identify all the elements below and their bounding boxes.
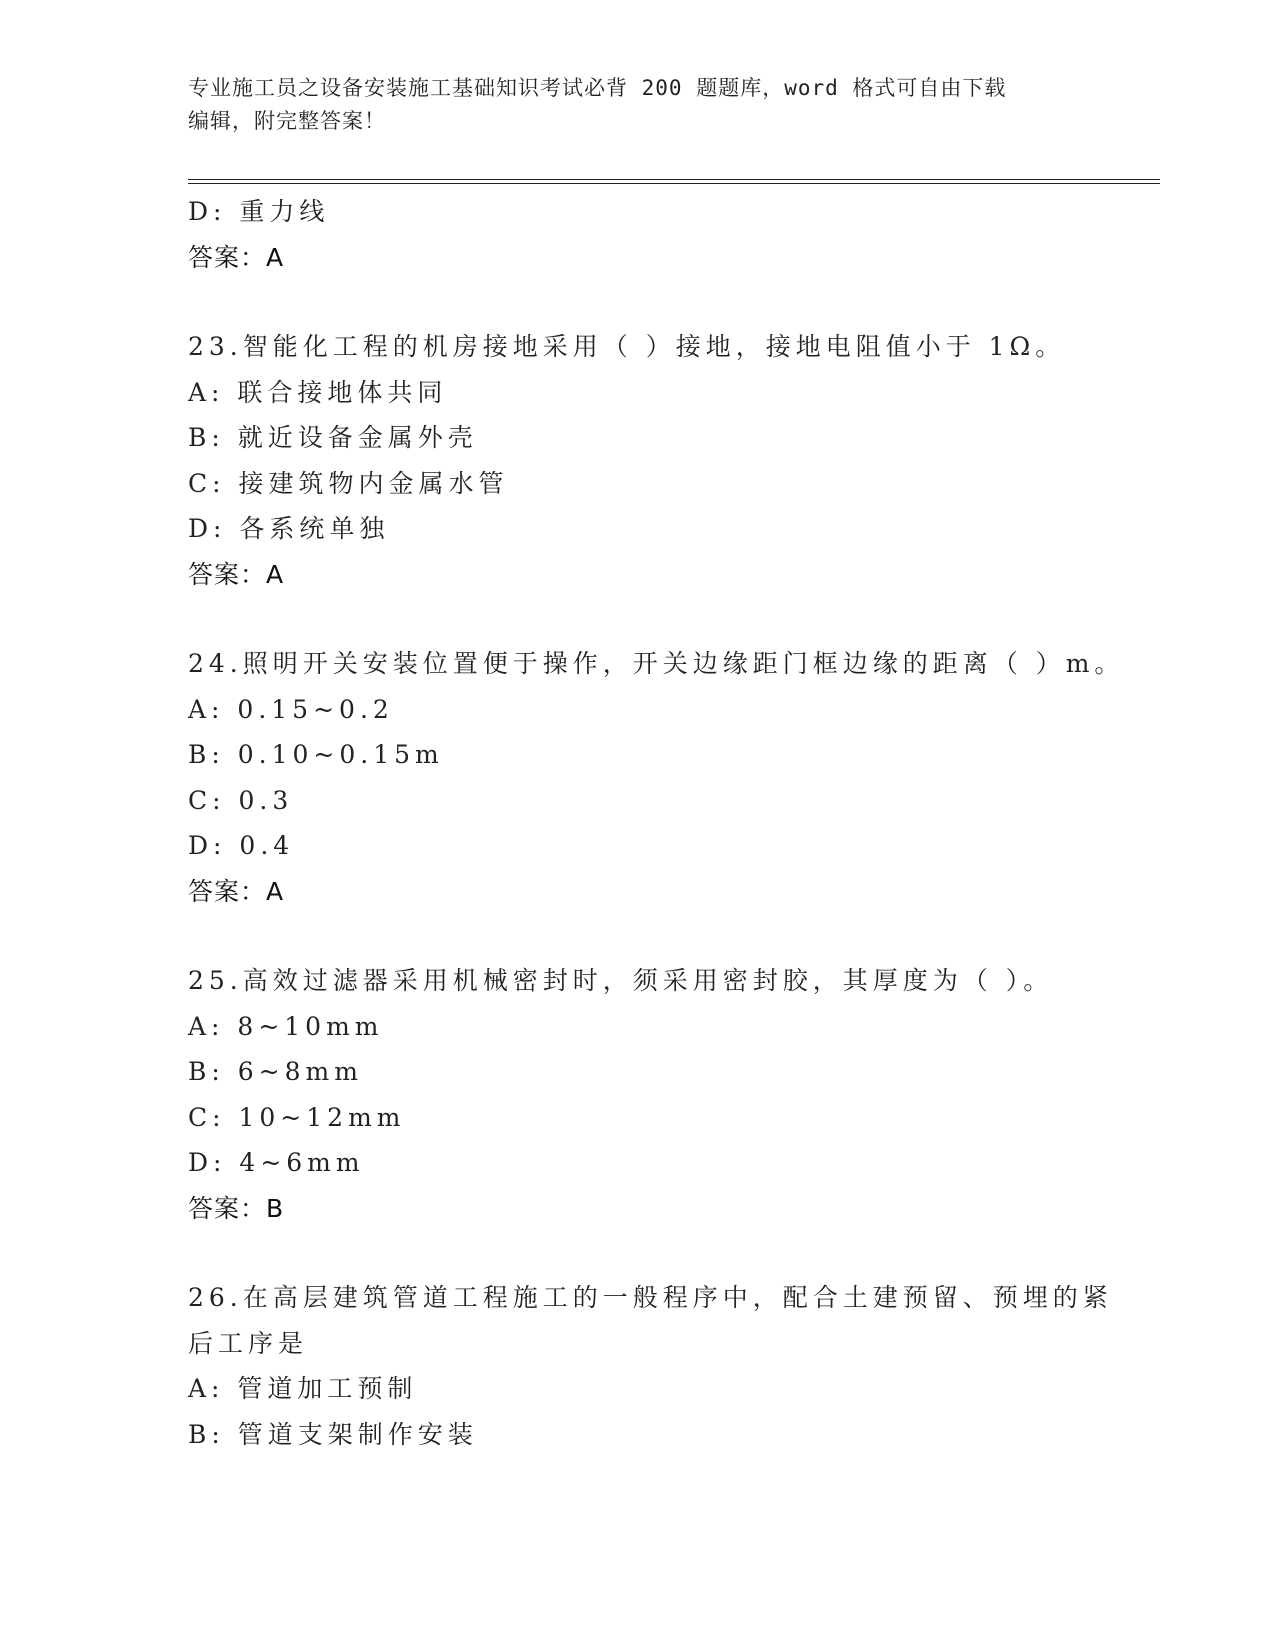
option-d: D: 重力线 (188, 197, 330, 226)
question-list (188, 189, 1148, 1457)
question-text: 25.高效过滤器采用机械密封时，须采用密封胶，其厚度为（ ）。 (188, 966, 1054, 995)
header-divider-bottom (188, 183, 1160, 184)
question-23 (188, 324, 1148, 597)
option-b: B: 就近设备金属外壳 (188, 423, 478, 452)
header-title-line-1: 专业施工员之设备安装施工基础知识考试必背 200 题题库，word 格式可自由下载 (188, 76, 1007, 100)
answer-text: 答案：A (188, 876, 285, 906)
option-c: C: 0.3 (188, 785, 294, 815)
spacer (188, 280, 1148, 324)
question-26 (188, 1275, 1148, 1457)
question-text: 23.智能化工程的机房接地采用（ ）接地，接地电阻值小于 1Ω。 (188, 332, 1066, 361)
header-title-line-2: 编辑，附完整答案！ (188, 109, 386, 133)
question-text-line-1: 26.在高层建筑管道工程施工的一般程序中，配合土建预留、预埋的紧 (188, 1283, 1113, 1312)
document-header (188, 72, 1088, 138)
option-d: D: 0.4 (188, 831, 295, 860)
option-a: A: 0.15~0.2 (188, 694, 394, 724)
question-text: 24.照明开关安装位置便于操作，开关边缘距门框边缘的距离（ ）m。 (188, 649, 1125, 678)
question-24 (188, 641, 1148, 914)
spacer (188, 597, 1148, 641)
question-25 (188, 958, 1148, 1231)
option-d: D: 各系统单独 (188, 514, 390, 543)
option-b: B: 管道支架制作安装 (188, 1419, 478, 1449)
option-d: D: 4~6mm (188, 1148, 365, 1177)
answer-text: 答案：B (188, 1193, 285, 1223)
answer-text: 答案：A (188, 242, 285, 272)
option-b: B: 0.10~0.15m (188, 740, 444, 769)
option-c: C: 10~12mm (188, 1102, 406, 1132)
option-c: C: 接建筑物内金属水管 (188, 468, 509, 498)
question-22-tail (188, 189, 1148, 280)
option-b: B: 6~8mm (188, 1057, 363, 1086)
option-a: A: 管道加工预制 (188, 1374, 418, 1403)
question-text-line-2: 后工序是 (188, 1328, 309, 1358)
option-a: A: 8~10mm (188, 1011, 384, 1041)
answer-text: 答案：A (188, 559, 285, 589)
spacer (188, 1231, 1148, 1275)
header-divider-top (188, 179, 1160, 180)
spacer (188, 914, 1148, 958)
option-a: A: 联合接地体共同 (188, 377, 448, 407)
